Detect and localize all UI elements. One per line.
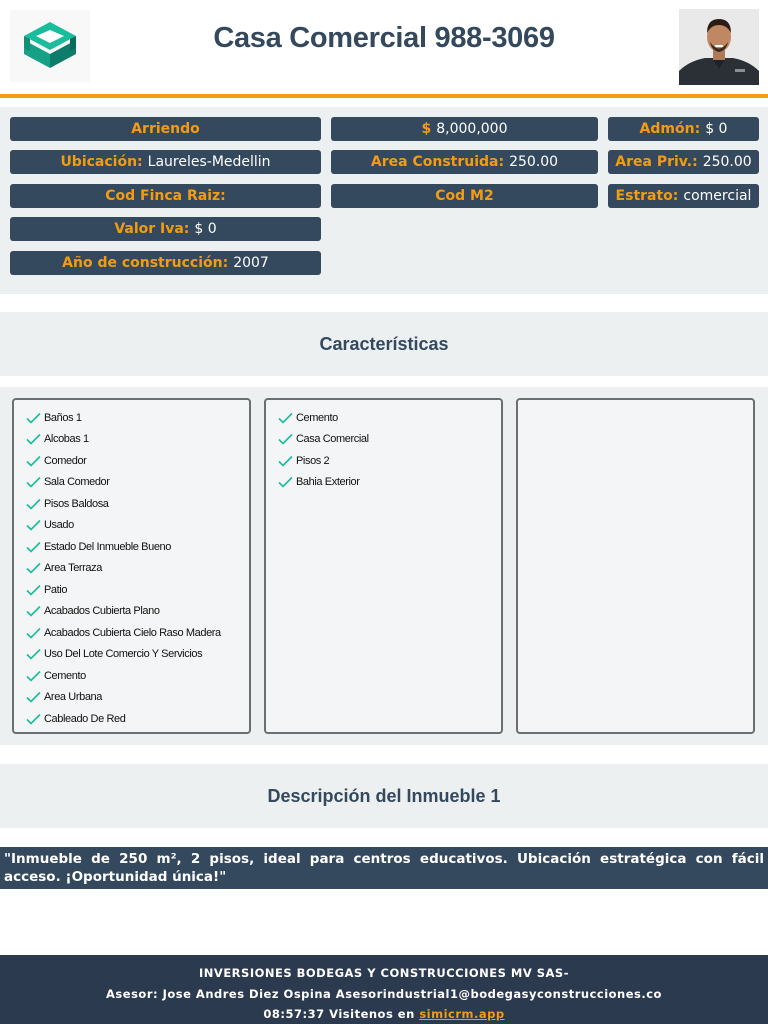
valor-iva-badge [10, 217, 321, 241]
checkmark-icon [277, 412, 294, 424]
checkmark-icon [25, 541, 42, 553]
precio-label: $ [421, 121, 432, 137]
ubicacion-label: Ubicación: [60, 154, 143, 170]
area-priv-label: Area Priv.: [615, 154, 698, 170]
ubicacion-value: Laureles-Medellin [147, 154, 271, 170]
feature-label: Patio [44, 583, 68, 596]
feature-label: Pisos 2 [296, 454, 330, 467]
descripcion-text: "Inmueble de 250 m², 2 pisos, ideal para centros educativos. Ubicación estratégica con fácil acceso. ¡Oportunidad única!" [0, 847, 768, 889]
feature-item [25, 536, 249, 558]
checkmark-icon [25, 691, 42, 703]
accent-divider [0, 94, 768, 98]
anio-value: 2007 [233, 255, 269, 271]
checkmark-icon [25, 627, 42, 639]
checkmark-icon [25, 498, 42, 510]
feature-item [25, 579, 249, 601]
cod-m2-label: Cod M2 [435, 188, 494, 204]
features-column-1 [12, 398, 251, 734]
tipo-value: Arriendo [131, 121, 200, 137]
checkmark-icon [25, 433, 42, 445]
feature-item [277, 472, 501, 494]
feature-item [277, 450, 501, 472]
agent-photo-icon [679, 9, 759, 85]
footer-asesor: Asesor: Jose Andres Diez Ospina Asesorindustrial1@bodegasyconstrucciones.co [106, 987, 662, 1001]
features-list-1 [25, 407, 249, 730]
admon-label: Admón: [639, 121, 701, 137]
estrato-badge [608, 184, 759, 208]
feature-item [25, 558, 249, 580]
features-column-3 [516, 398, 755, 734]
feature-label: Pisos Baldosa [44, 497, 109, 510]
footer-visit-text: Visitenos en [329, 1007, 415, 1021]
footer-time: 08:57:37 [263, 1007, 325, 1021]
checkmark-icon [25, 476, 42, 488]
checkmark-icon [25, 584, 42, 596]
footer-company: INVERSIONES BODEGAS Y CONSTRUCCIONES MV SAS- [199, 966, 569, 980]
caracteristicas-section [0, 387, 768, 745]
checkmark-icon [277, 476, 294, 488]
feature-label: Cemento [44, 669, 86, 682]
checkmark-icon [25, 605, 42, 617]
feature-label: Acabados Cubierta Cielo Raso Madera [44, 626, 221, 639]
area-construida-label: Area Construida: [370, 154, 505, 170]
checkmark-icon [25, 713, 42, 725]
checkmark-icon [25, 519, 42, 531]
feature-item [25, 407, 249, 429]
feature-label: Sala Comedor [44, 476, 110, 489]
feature-label: Comedor [44, 454, 87, 467]
feature-label: Bahia Exterior [296, 476, 360, 489]
feature-item [277, 429, 501, 451]
checkmark-icon [25, 455, 42, 467]
feature-item [25, 515, 249, 537]
feature-label: Usado [44, 519, 74, 532]
precio-value: 8,000,000 [436, 121, 508, 137]
cod-finca-badge [10, 184, 321, 208]
checkmark-icon [25, 648, 42, 660]
admon-badge [608, 117, 759, 141]
page-title: Casa Comercial 988-3069 [213, 22, 555, 54]
caracteristicas-title: Características [0, 312, 768, 376]
checkmark-icon [25, 562, 42, 574]
features-column-2 [264, 398, 503, 734]
feature-label: Cemento [296, 411, 338, 424]
feature-label: Uso Del Lote Comercio Y Servicios [44, 648, 203, 661]
cod-finca-label: Cod Finca Raiz: [105, 188, 226, 204]
feature-label: Casa Comercial [296, 433, 369, 446]
anio-label: Año de construcción: [62, 255, 229, 271]
agent-avatar [679, 9, 759, 85]
feature-item [277, 407, 501, 429]
header [0, 0, 768, 94]
feature-item [25, 622, 249, 644]
feature-item [25, 493, 249, 515]
simicrm-link[interactable]: simicrm.app [419, 1007, 505, 1021]
cod-m2-badge [331, 184, 598, 208]
estrato-value: comercial [683, 188, 752, 204]
feature-item [25, 708, 249, 730]
features-list-2 [277, 407, 501, 493]
feature-item [25, 601, 249, 623]
ubicacion-badge [10, 150, 321, 174]
footer [0, 955, 768, 1024]
valor-iva-label: Valor Iva: [114, 221, 190, 237]
checkmark-icon [25, 412, 42, 424]
feature-label: Acabados Cubierta Plano [44, 605, 160, 618]
feature-item [25, 644, 249, 666]
feature-item [25, 450, 249, 472]
feature-label: Area Urbana [44, 691, 102, 704]
area-construida-value: 250.00 [509, 154, 559, 170]
checkmark-icon [277, 455, 294, 467]
feature-item [25, 687, 249, 709]
property-info [0, 107, 768, 294]
descripcion-title: Descripción del Inmueble 1 [0, 764, 768, 828]
feature-label: Alcobas 1 [44, 433, 89, 446]
tipo-badge [10, 117, 321, 141]
feature-label: Cableado De Red [44, 712, 126, 725]
feature-label: Baños 1 [44, 411, 82, 424]
area-construida-badge [331, 150, 598, 174]
valor-iva-value: $ 0 [194, 221, 217, 237]
checkmark-icon [277, 433, 294, 445]
area-priv-value: 250.00 [702, 154, 752, 170]
footer-visit [0, 1007, 768, 1021]
feature-label: Area Terraza [44, 562, 102, 575]
feature-item [25, 665, 249, 687]
precio-badge [331, 117, 598, 141]
estrato-label: Estrato: [615, 188, 679, 204]
admon-value: $ 0 [705, 121, 728, 137]
area-priv-badge [608, 150, 759, 174]
feature-label: Estado Del Inmueble Bueno [44, 540, 171, 553]
feature-item [25, 429, 249, 451]
feature-item [25, 472, 249, 494]
anio-badge [10, 251, 321, 275]
checkmark-icon [25, 670, 42, 682]
